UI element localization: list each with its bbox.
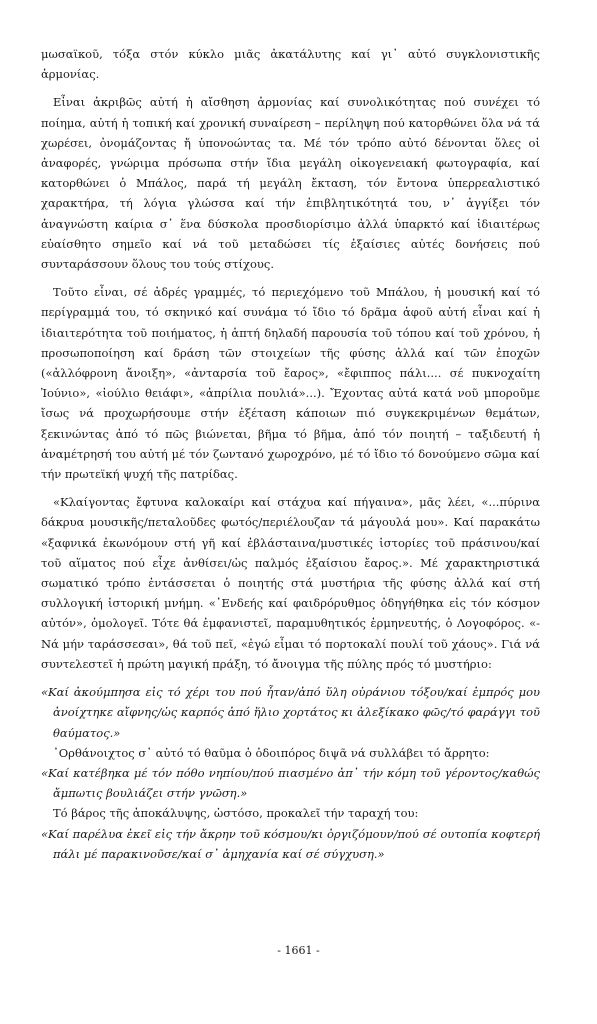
verse-quote: «Καί παρέλυα ἐκεῖ εἰς τήν ἄκρην τοῦ κόσμου/κι ὀργιζόμουν/πού σέ ουτοπία κοφτερή πάλι μέ παρακινοῦσε/καί σ᾽ ἀμηχανία καί σέ σύγχυση.»	[41, 826, 540, 861]
paragraph: ᾽Ορθάνοιχτος σ᾽ αὐτό τό θαῦμα ὁ ὁδοιπόρος διψᾶ νά συλλάβει τό ἄρρητο:	[53, 745, 490, 760]
paragraph: Εἶναι ἀκριβῶς αὐτή ἡ αἴσθηση ἁρμονίας καί συνολικότητας πού συνέχει τό ποίημα, αὐτή ἡ τοπική καί χρονική συναίρεση – περίληψη πού κατορθώνει ὅλα νά τά χωρέσει, ὀνομάζοντας ἤ ὑπονοώντας τα. Μέ τόν τρόπο αὐτό δένονται ὅλες οἱ ἀναφορές, γνώριμα πρόσωπα στήν ἴδια μεγάλη οἰκογενειακή φωτογραφία, καί κατορθώνει ὁ Μπάλος, παρά τή μεγάλη ἔκταση, τόν ἔντονα ὑπερρεαλιστικό χαρακτήρα, τή λόγια γλώσσα καί τήν ἐπιβλητικότητά του, ν᾽ ἀγγίξει τόν ἀναγνώστη καίρια σ᾽ ἕνα δύσκολα προσδιορίσιμο ἀλλά ὑπαρκτό καί ἰδιαιτέρως εὐαίσθητο σημεῖο καί νά τοῦ μεταδώσει τίς ἐξαίσιες αὐτές δονήσεις πού συνταράσσουν ὅλους του τούς στίχους.	[41, 95, 540, 272]
paragraph: «Κλαίγοντας ἔφτυνα καλοκαίρι καί στάχυα καί πήγαινα», μᾶς λέει, «...πύρινα δάκρυα μουσικῆς/πεταλοῦδες φωτός/περιέλουζαν τά μάγουλά μου». Καί παρακάτω «ξαφνικά ἐκωνόμουν στή γῆ καί ἐβλάσταινα/μυστικές ἱστορίες τοῦ πράσινου/καί τοῦ αἵματος πού εἶχε ἀνθίσει/ὡς παλμός ἐξαίσιου ἔαρος.». Μέ χαρακτηριστικά σωματικό τρόπο ἐντάσσεται ὁ ποιητής στά μυστήρια τῆς φύσης ἀλλά καί στή συλλογική ἱστορική μνήμη. «᾽Ενδεής καί φαιδρόρυθμος ὁδηγήθηκα εἰς τόν κόσμον αὐτόν», ὁμολογεῖ. Τότε θά ἐμφανιστεῖ, παραμυθητικός ἑρμηνευτής, ὁ Λογοφόρος. «-Νά μήν ταράσσεσαι», θά τοῦ πεῖ, «ἐγώ εἶμαι τό πορτοκαλί πουλί τοῦ χάους». Γιά νά συντελεστεῖ ἡ πρώτη μαγική πράξη, τό ἄνοιγμα τῆς πύλης πρός τό μυστήριο:	[41, 495, 540, 671]
body-text	[41, 44, 540, 864]
verse-quote: «Καί κατέβηκα μέ τόν πόθο νηπίου/πού πιασμένο ἀπ᾽ τήν κόμη τοῦ γέροντος/καθώς ἄμπωτις βουλιάζει στήν γνῶση.»	[41, 765, 540, 801]
paragraph: μωσαϊκοῦ, τόξα στόν κύκλο μιᾶς ἀκατάλυτης καί γι᾽ αὐτό συγκλονιστικῆς ἁρμονίας.	[41, 47, 540, 82]
page-number: - 1661 -	[277, 944, 320, 957]
paragraph: Τό βάρος τῆς ἀποκάλυψης, ὡστόσο, προκαλεῖ τήν ταραχή του:	[53, 806, 419, 821]
verse-quote: «Καί ἀκούμπησα εἰς τό χέρι του πού ἦταν/ἀπό ὕλη οὐράνιου τόξου/καί ἐμπρός μου ἀνοίχτηκε αἴφνης/ὡς καρπός ἀπό ἥλιο χορτάτος κι ἀλεξίκακο φῶς/τό φαράγγι τοῦ θαύματος.»	[41, 685, 540, 740]
paragraph: Τοῦτο εἶναι, σέ ἀδρές γραμμές, τό περιεχόμενο τοῦ Μπάλου, ἡ μουσική καί τό περίγραμμά του, τό σκηνικό καί συνάμα τό ἴδιο τό δρᾶμα ἀφοῦ αὐτή εἶναι καί ἡ ἰδιαιτερότητα τοῦ ποιήματος, ἡ ἁπτή δηλαδή παρουσία τοῦ τόπου καί τοῦ χρόνου, ἡ προσωποποίηση καί δράση τῶν στοιχείων τῆς φύσης ἀλλά καί τῶν ἐποχῶν («ἀλλόφρονη ἄνοιξη», «ἀνταρσία τοῦ ἔαρος», «ἔφιππος πάλι.... σέ πυκνοχαίτη Ἰούνιο», «ἰούλιο θειάφι», «ἀπρίλια πουλιά»...). Ἔχοντας αὐτά κατά νοῦ μποροῦμε ἴσως νά προχωρήσουμε στήν ἐξέταση κάποιων πιό συγκεκριμένων θεμάτων, ξεκινώντας ἀπό τό πῶς βιώνεται, βῆμα τό βῆμα, ἀπό τόν ποιητή – ταξιδευτή ἡ ἀναμέτρησή του αὐτή μέ τόν ζωντανό χωροχρόνο, μέ τό ἴδιο τό δονούμενο σῶμα καί τήν πρωτεϊκή ψυχή τῆς πατρίδας.	[41, 285, 540, 482]
